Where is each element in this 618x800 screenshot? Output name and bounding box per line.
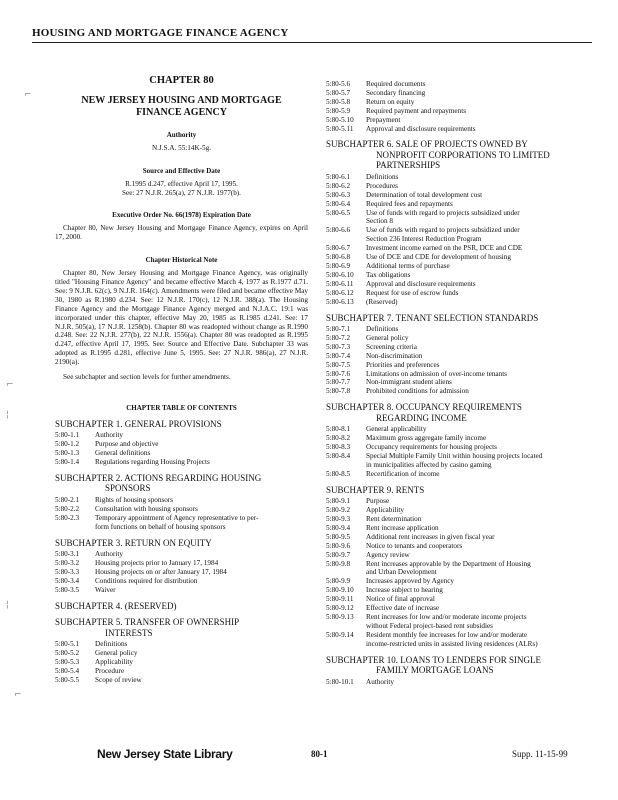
section-number: 5:80-5.10 (326, 115, 354, 124)
subchapter-title-line: SUBCHAPTER 7. TENANT SELECTION STANDARDS (326, 312, 539, 323)
subchapter-title-line: SUBCHAPTER 4. (RESERVED) (55, 600, 177, 611)
section-number: 5:80-5.9 (326, 106, 351, 115)
toc-entry (326, 370, 588, 379)
section-title-continued: form functions on behalf of housing sponsors (95, 522, 226, 531)
section-title: Rent increases for low and/or moderate income projects (366, 613, 527, 621)
section-number: 5:80-6.9 (326, 262, 351, 270)
section-title: Required documents (366, 80, 426, 88)
subchapter-title-line: FAMILY MORTGAGE LOANS (376, 665, 494, 676)
section-number: 5:80-9.4 (326, 523, 351, 532)
section-title: Increase subject to hearing (366, 586, 443, 595)
section-number: 5:80-6.2 (326, 181, 351, 190)
left-toc (55, 419, 308, 685)
section-title: (Reserved) (366, 297, 398, 306)
margin-mark-icon: ⌐ (6, 380, 14, 390)
section-number: 5:80-9.7 (326, 550, 351, 559)
section-title: Additional rent increases in given fiscal year (366, 532, 495, 541)
toc-entry (55, 449, 308, 458)
toc-entry (326, 343, 588, 352)
section-number: 5:80-8.3 (326, 443, 351, 452)
section-number: 5:80-9.9 (326, 577, 351, 586)
toc-entry (326, 533, 588, 542)
subchapter-title-line: SPONSORS (105, 483, 151, 494)
toc-entry (326, 425, 588, 434)
section-title: Request for use of escrow funds (366, 288, 459, 297)
toc-entry (326, 470, 588, 479)
section-number: 5:80-2.1 (55, 495, 80, 504)
section-number: 5:80-7.1 (326, 325, 351, 334)
toc-entry (326, 89, 588, 98)
page-footer (0, 747, 618, 767)
section-title: Agency review (366, 550, 410, 559)
section-title: Definitions (366, 325, 399, 334)
subchapter-heading (55, 601, 308, 612)
toc-entry (55, 514, 308, 523)
source-heading: Source and Effective Date (142, 166, 221, 175)
subchapter-heading (326, 402, 588, 423)
toc-entry (326, 378, 588, 387)
history-text: Chapter 80, New Jersey Housing and Mortgage Finance Agency, was originally titled "Housing Finance Agency" and became effective March 4, 1977 as R.1977 d.71. See: 9 N.J.R. 62(c), 9 N.J.R. 164(c). Amendments were filed and became effective May 30, 1980 as R.1980 d.234. See: 12 N.J.R. 170(c), 12 N.J.R. 388(a). The Housing Finance Agency and the Mortgage Finance Agency merged and N.J.A.C. 19:1 was incorporated under this chapter, effective May 20, 1985 as R.1985 d.241. See: 17 N.J.R. 505(a), 17 N.J.R. 1258(b). Chapter 80 was readopted without change as R.1990 d.248. See: 22 N.J.R. 277(b), 22 N.J.R. 1556(a). Chapter 80 was readopted as R.1995 d.247, effective April 17, 1995. See: Source and Effective Date. Subchapter 33 was adopted as R.1995 d.281, effective June 5, 1995. See: 27 N.J.R. 986(a), 27 N.J.R. 2190(a). (55, 269, 308, 367)
section-number: 5:80-9.3 (326, 515, 351, 524)
exec-order-heading: Executive Order No. 66(1978) Expiration Date (112, 211, 251, 220)
section-title: Use of funds with regard to projects subsidized under (366, 226, 520, 235)
margin-mark-icon: ⌐ (24, 90, 32, 100)
subchapter-title-line: INTERESTS (105, 627, 153, 638)
section-number: 5:80-6.10 (326, 270, 354, 279)
section-title: Priorities and preferences (366, 360, 440, 369)
section-number: 5:80-7.2 (326, 333, 351, 342)
section-title: Effective date of increase (366, 604, 440, 613)
section-number: 5:80-6.5 (326, 208, 351, 217)
section-number: 5:80-5.5 (55, 675, 80, 684)
section-number: 5:80-1.4 (55, 458, 80, 467)
subchapter-title-line: SUBCHAPTER 5. TRANSFER OF OWNERSHIP (55, 617, 240, 628)
section-number: 5:80-5.7 (326, 88, 351, 97)
section-number: 5:80-9.12 (326, 604, 354, 613)
toc-entry (55, 568, 308, 577)
toc-entry (326, 173, 588, 182)
section-title: Authority (366, 677, 394, 686)
toc-heading: CHAPTER TABLE OF CONTENTS (126, 403, 237, 412)
exec-order-text: Chapter 80, New Jersey Housing and Mortgage Finance Agency, expires on April 17, 2000. (55, 224, 308, 242)
chapter-title-line-1: NEW JERSEY HOUSING AND MORTGAGE (81, 94, 282, 106)
toc-entry (55, 649, 308, 658)
right-toc (326, 139, 588, 686)
section-number: 5:80-5.1 (55, 640, 80, 649)
section-number: 5:80-6.1 (326, 172, 351, 181)
section-number: 5:80-7.8 (326, 387, 351, 396)
toc-entry (326, 209, 588, 218)
section-number: 5:80-3.5 (55, 585, 80, 594)
section-number: 5:80-8.2 (326, 434, 351, 443)
section-number: 5:80-9.8 (326, 559, 351, 568)
section-title: Screening criteria (366, 342, 417, 351)
toc-entry (326, 560, 588, 569)
section-number: 5:80-1.1 (55, 431, 80, 440)
toc-entry (326, 352, 588, 361)
toc-entry (55, 676, 308, 685)
section-title: Regulations regarding Housing Projects (95, 458, 210, 467)
toc-entry (55, 667, 308, 676)
subchapter-title-line: SUBCHAPTER 3. RETURN ON EQUITY (55, 537, 212, 548)
section-title: Special Multiple Family Unit within housing projects located (366, 452, 543, 460)
toc-entry (326, 387, 588, 396)
section-title: Use of DCE and CDE for development of housing (366, 253, 511, 262)
margin-mark-icon: ¦ (6, 600, 10, 610)
subchapter-title-line: NONPROFIT CORPORATIONS TO LIMITED (376, 149, 550, 160)
section-number: 5:80-9.1 (326, 497, 351, 506)
section-title: Approval and disclosure requirements (366, 124, 476, 133)
subchapter-title-line: SUBCHAPTER 9. RENTS (326, 484, 425, 495)
section-number: 5:80-7.4 (326, 351, 351, 360)
section-title: Rights of housing sponsors (95, 495, 174, 504)
section-title: General applicability (366, 425, 427, 434)
toc-entry (326, 191, 588, 200)
toc-entry (55, 440, 308, 449)
section-title: Purpose and objective (95, 440, 159, 449)
toc-entry (326, 515, 588, 524)
toc-entry (55, 577, 308, 586)
section-title: General policy (366, 333, 409, 342)
section-title: Applicability (95, 657, 133, 666)
section-number: 5:80-9.11 (326, 595, 354, 604)
section-title: Housing projects on or after January 17, 1984 (95, 567, 227, 576)
section-number: 5:80-1.3 (55, 449, 80, 458)
toc-entry (326, 280, 588, 289)
subchapter-title-line: SUBCHAPTER 10. LOANS TO LENDERS FOR SINGLE (326, 654, 541, 665)
section-title-continued: Section 236 Interest Reduction Program (366, 235, 482, 244)
section-title: Required payment and repayments (366, 106, 466, 115)
section-number: 5:80-6.4 (326, 199, 351, 208)
section-number: 5:80-9.5 (326, 532, 351, 541)
subchapter-heading (326, 655, 588, 676)
toc-entry (326, 586, 588, 595)
section-number: 5:80-7.3 (326, 342, 351, 351)
toc-entry (326, 298, 588, 307)
section-title: Notice of final approval (366, 595, 435, 604)
section-title: Authority (95, 550, 123, 559)
toc-entry (326, 434, 588, 443)
toc-entry (326, 244, 588, 253)
section-number: 5:80-1.2 (55, 440, 80, 449)
section-number: 5:80-3.1 (55, 550, 80, 559)
section-title-continued: and Urban Development (366, 568, 437, 577)
section-number: 5:80-5.11 (326, 124, 354, 133)
section-title-continued: without Federal project-based rent subsidies (366, 621, 493, 630)
margin-mark-icon: ⌐ (14, 690, 22, 700)
section-title: Approval and disclosure requirements (366, 279, 476, 288)
section-number: 5:80-6.13 (326, 297, 354, 306)
toc-entry (55, 505, 308, 514)
section-number: 5:80-7.5 (326, 360, 351, 369)
section-title: Rent determination (366, 515, 422, 524)
section-number: 5:80-3.3 (55, 567, 80, 576)
toc-entry (326, 107, 588, 116)
toc-entry (55, 431, 308, 440)
section-number: 5:80-7.6 (326, 369, 351, 378)
subchapter-title-line: REGARDING INCOME (376, 412, 467, 423)
section-title: Limitations on admission of over-income tenants (366, 369, 507, 378)
section-number: 5:80-5.6 (326, 80, 351, 88)
section-title: Return on equity (366, 97, 415, 106)
section-number: 5:80-5.4 (55, 666, 80, 675)
section-title: Notice to tenants and cooperators (366, 541, 463, 550)
supplement-date: Supp. 11-15-99 (512, 749, 568, 759)
authority-heading: Authority (166, 130, 197, 139)
section-number: 5:80-8.1 (326, 425, 351, 434)
chapter-title (55, 95, 308, 119)
toc-entry (326, 289, 588, 298)
section-title: Increases approved by Agency (366, 577, 455, 586)
section-title: Investment income earned on the PSR, DCE and CDE (366, 244, 523, 253)
section-title: Prohibited conditions for admission (366, 387, 469, 396)
section-title: Definitions (366, 172, 399, 181)
section-title: Waiver (95, 585, 116, 594)
toc-entry (326, 678, 588, 687)
running-header: HOUSING AND MORTGAGE FINANCE AGENCY (32, 27, 592, 43)
toc-entry (326, 226, 588, 235)
toc-entry (55, 559, 308, 568)
toc-entry (326, 325, 588, 334)
left-column (55, 77, 308, 685)
subchapter-heading (326, 485, 588, 496)
toc-entry (326, 613, 588, 622)
margin-mark-icon: ¦ (6, 410, 10, 420)
section-title-continued: Section 8 (366, 217, 393, 226)
chapter-title-line-2: FINANCE AGENCY (136, 106, 227, 118)
authority-text: N.J.S.A. 55:14K-5g. (151, 143, 212, 152)
section-number: 5:80-9.6 (326, 541, 351, 550)
section-title: Rent increases approvable by the Department of Housing (366, 559, 531, 568)
section-number: 5:80-8.4 (326, 452, 351, 460)
toc-entry (55, 496, 308, 505)
toc-entry (326, 116, 588, 125)
section-title: Secondary financing (366, 88, 426, 97)
section-title: Resident monthly fee increases for low and/or moderate (366, 630, 528, 639)
history-see-also: See subchapter and section levels for further amendments. (63, 373, 231, 382)
page-number: 80-1 (311, 749, 328, 759)
toc-entry (55, 550, 308, 559)
section-title: Applicability (366, 506, 404, 515)
section-number: 5:80-6.6 (326, 226, 351, 235)
subchapter-heading (55, 419, 308, 430)
section-title: Determination of total development cost (366, 190, 483, 199)
chapter-number: CHAPTER 80 (149, 75, 214, 86)
toc-entry (326, 631, 588, 640)
section-title: Prepayment (366, 115, 401, 124)
toc-entry (326, 524, 588, 533)
section-number: 5:80-2.3 (55, 513, 80, 522)
section-title: Additional terms of purchase (366, 262, 450, 270)
section-title: Procedures (366, 181, 398, 190)
subchapter-title-line: SUBCHAPTER 6. SALE OF PROJECTS OWNED BY (326, 139, 528, 150)
toc-entry (326, 443, 588, 452)
toc-entry (326, 361, 588, 370)
subchapter-title-line: PARTNERSHIPS (376, 160, 441, 171)
section-title: General definitions (95, 449, 151, 458)
section-title: Rent increase application (366, 523, 439, 532)
toc-entry (326, 125, 588, 134)
section-number: 5:80-9.13 (326, 613, 354, 621)
section-title: General policy (95, 649, 138, 658)
section-title: Consultation with housing sponsors (95, 504, 198, 513)
section-number: 5:80-9.2 (326, 506, 351, 515)
right-top-toc (326, 80, 588, 133)
section-title: Purpose (366, 497, 390, 506)
section-title: Tax obligations (366, 270, 411, 279)
section-number: 5:80-5.3 (55, 657, 80, 666)
subchapter-title-line: SUBCHAPTER 1. GENERAL PROVISIONS (55, 418, 222, 429)
toc-entry (326, 577, 588, 586)
toc-entry (326, 497, 588, 506)
toc-entry (326, 271, 588, 280)
section-number: 5:80-6.12 (326, 288, 354, 297)
toc-entry (326, 182, 588, 191)
section-number: 5:80-9.10 (326, 586, 354, 595)
toc-entry (326, 262, 588, 271)
library-stamp: New Jersey State Library (97, 747, 233, 761)
section-title: Non-discrimination (366, 351, 423, 360)
toc-entry (55, 458, 308, 467)
section-title: Procedure (95, 666, 125, 675)
toc-entry (55, 640, 308, 649)
toc-entry (55, 586, 308, 595)
toc-entry (326, 452, 588, 461)
subchapter-title-line: SUBCHAPTER 8. OCCUPANCY REQUIREMENTS (326, 402, 522, 413)
toc-entry (326, 98, 588, 107)
section-number: 5:80-5.8 (326, 97, 351, 106)
section-title: Recertification of income (366, 469, 440, 478)
section-title: Temporary appointment of Agency representative to per- (95, 513, 259, 522)
section-number: 5:80-10.1 (326, 677, 354, 686)
subchapter-heading (55, 473, 308, 494)
toc-entry (326, 542, 588, 551)
section-number: 5:80-3.2 (55, 559, 80, 567)
toc-entry (326, 253, 588, 262)
section-title: Conditions required for distribution (95, 576, 198, 585)
section-number: 5:80-6.8 (326, 253, 351, 262)
toc-entry (326, 80, 588, 89)
source-line-2: See: 27 N.J.R. 265(a), 27 N.J.R. 1977(b). (122, 188, 241, 197)
section-number: 5:80-9.14 (326, 630, 354, 639)
toc-entry (326, 595, 588, 604)
toc-entry (55, 658, 308, 667)
section-title: Definitions (95, 640, 128, 649)
section-title: Required fees and repayments (366, 199, 453, 208)
section-title: Housing projects prior to January 17, 1984 (95, 559, 219, 567)
history-heading: Chapter Historical Note (145, 256, 218, 265)
section-title: Use of funds with regard to projects subsidized under (366, 208, 520, 217)
subchapter-heading (55, 538, 308, 549)
section-number: 5:80-3.4 (55, 576, 80, 585)
section-number: 5:80-6.3 (326, 190, 351, 199)
section-title: Scope of review (95, 675, 142, 684)
section-title: Non-immigrant student aliens (366, 378, 452, 387)
section-title: Occupancy requirements for housing projects (366, 443, 497, 452)
toc-entry (326, 551, 588, 560)
section-number: 5:80-5.2 (55, 649, 80, 658)
section-number: 5:80-6.7 (326, 244, 351, 253)
toc-entry (326, 506, 588, 515)
section-number: 5:80-7.7 (326, 378, 351, 387)
section-title: Authority (95, 431, 123, 440)
right-column (326, 80, 588, 687)
section-title-continued: income-restricted units in assisted living residences (ALRs) (366, 639, 538, 648)
section-title: Maximum gross aggregate family income (366, 434, 487, 443)
section-number: 5:80-2.2 (55, 504, 80, 513)
section-title-continued: in municipalities affected by casino gaming (366, 460, 492, 469)
toc-entry (326, 604, 588, 613)
toc-entry (326, 200, 588, 209)
subchapter-heading (326, 139, 588, 171)
subchapter-heading (55, 617, 308, 638)
toc-entry (326, 334, 588, 343)
section-number: 5:80-8.5 (326, 469, 351, 478)
subchapter-title-line: SUBCHAPTER 2. ACTIONS REGARDING HOUSING (55, 472, 262, 483)
subchapter-heading (326, 313, 588, 324)
section-number: 5:80-6.11 (326, 279, 354, 288)
source-line-1: R.1995 d.247, effective April 17, 1995. (125, 179, 238, 188)
